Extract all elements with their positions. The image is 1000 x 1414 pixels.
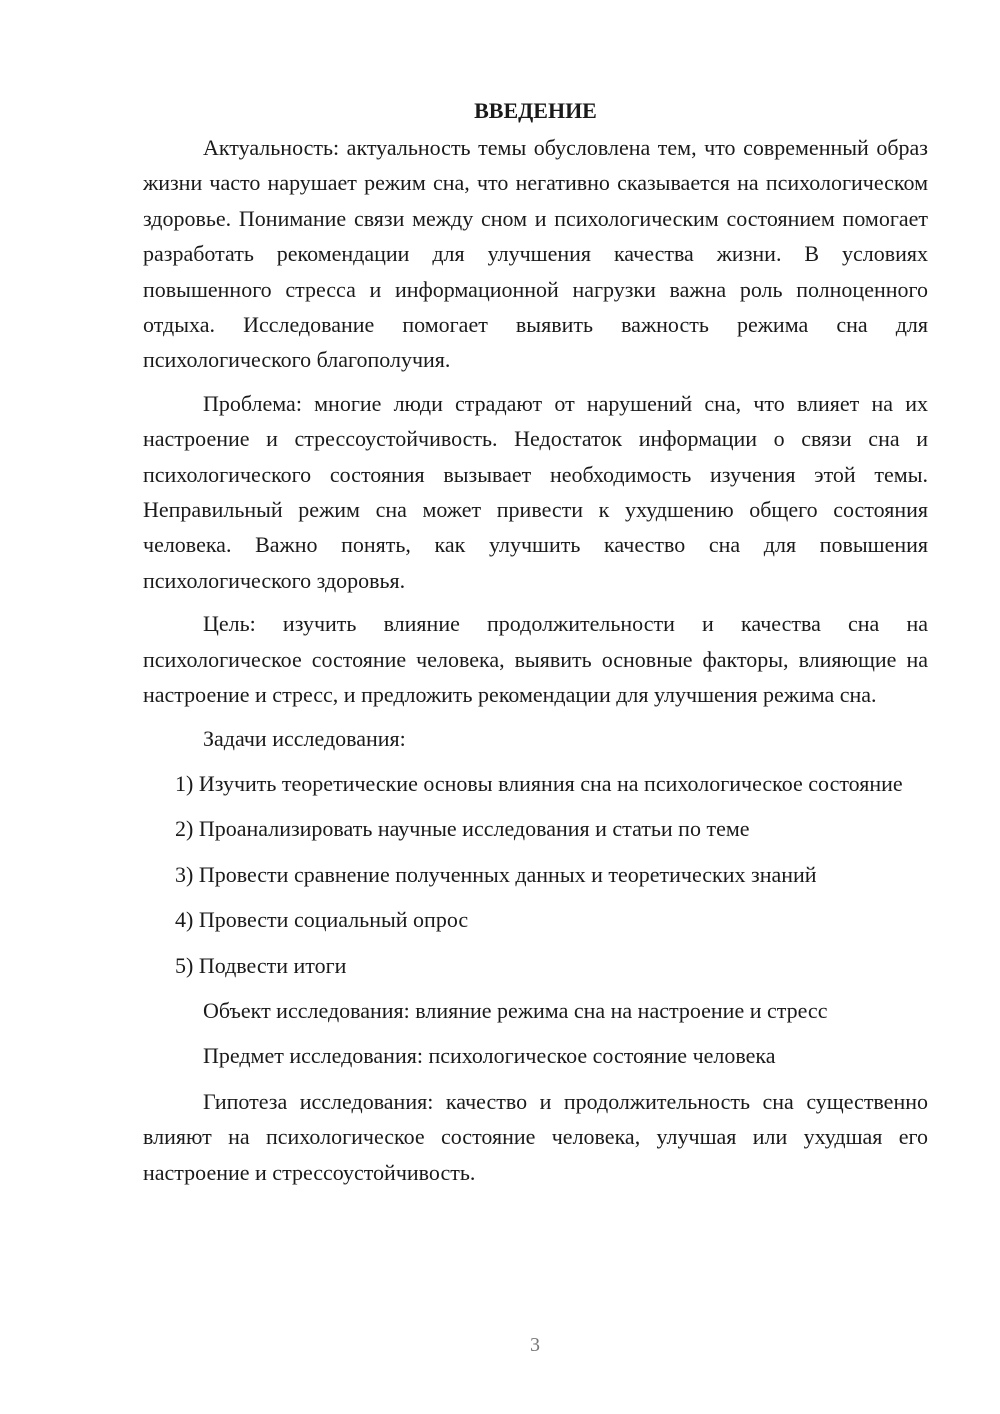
task-item-3: 3) Провести сравнение полученных данных и теоретических знаний	[175, 861, 817, 887]
section-title: ВВЕДЕНИЕ	[474, 98, 597, 123]
document-page	[143, 96, 928, 1198]
page-number: 3	[530, 1334, 540, 1356]
subject-paragraph: Предмет исследования: психологическое состояние человека	[203, 1043, 776, 1069]
goal-paragraph: Цель: изучить влияние продолжительности и качества сна на психологическое состояние человека, выявить основные факторы, влияющие на настроение и стресс, и предложить рекомендации для улучшения режима сна.	[143, 611, 928, 708]
tasks-heading: Задачи исследования:	[203, 725, 406, 751]
task-item-4: 4) Провести социальный опрос	[175, 907, 469, 933]
task-item-5: 5) Подвести итоги	[175, 952, 347, 978]
object-paragraph: Объект исследования: влияние режима сна на настроение и стресс	[203, 997, 828, 1023]
hypothesis-paragraph: Гипотеза исследования: качество и продолжительность сна существенно влияют на психологическое состояние человека, улучшая или ухудшая его настроение и стрессоустойчивость.	[143, 1088, 928, 1185]
task-item-1: 1) Изучить теоретические основы влияния сна на психологическое состояние	[175, 770, 903, 796]
problem-paragraph: Проблема: многие люди страдают от нарушений сна, что влияет на их настроение и стрессоустойчивость. Недостаток информации о связи сна и психологического состояния вызывает необходимость изучения этой темы. Неправильный режим сна может привести к ухудшению общего состояния человека. Важно понять, как улучшить качество сна для повышения психологического здоровья.	[143, 390, 928, 593]
task-item-2: 2) Проанализировать научные исследования и статьи по теме	[175, 816, 750, 842]
relevance-paragraph: Актуальность: актуальность темы обусловлена тем, что современный образ жизни часто нарушает режим сна, что негативно сказывается на психологическом здоровье. Понимание связи между сном и психологическим состоянием помогает разработать рекомендации для улучшения качества жизни. В условиях повышенного стресса и информационной нагрузки важна роль полноценного отдыха. Исследование помогает выявить важность режима сна для психологического благополучия.	[143, 135, 928, 373]
